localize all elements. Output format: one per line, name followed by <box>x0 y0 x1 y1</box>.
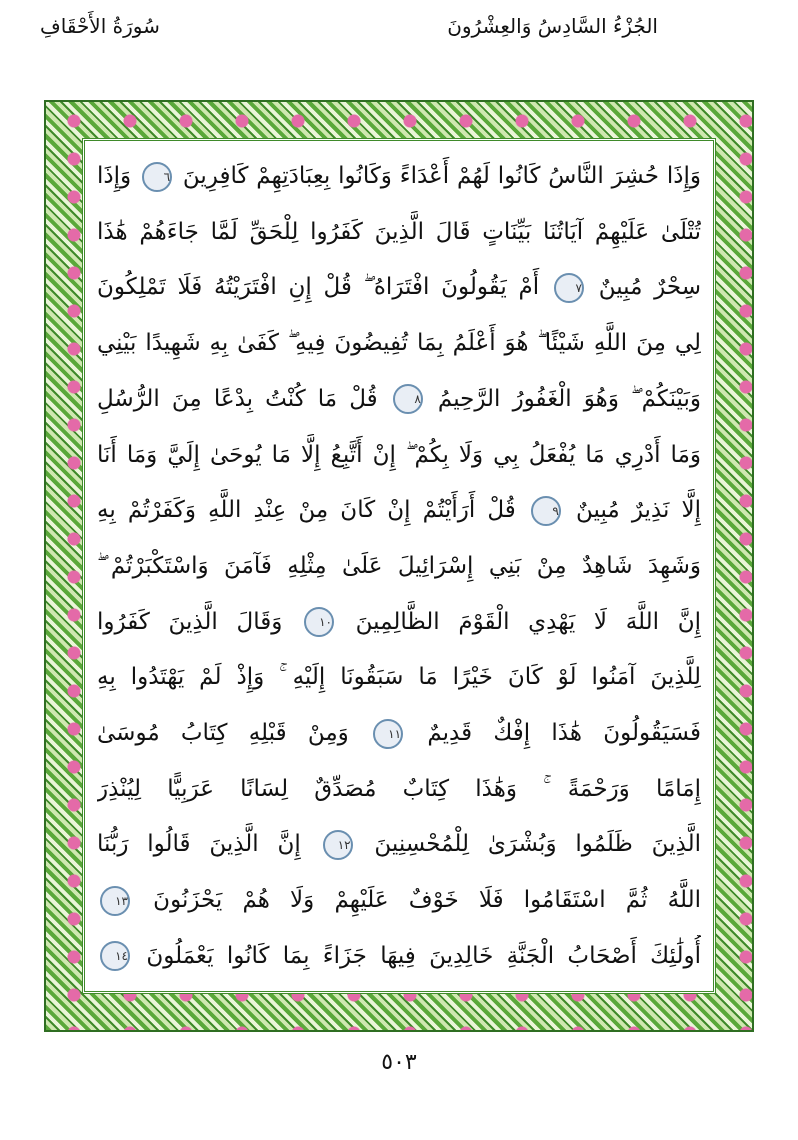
line-text: وَبَيْنَكُمْ ۖ وَهُوَ الْغَفُورُ الرَّحِيمُ <box>437 385 701 412</box>
juz-name: الجُزْءُ السَّادِسُ وَالعِشْرُونَ <box>447 14 658 38</box>
verse-line <box>97 489 701 531</box>
verse-line <box>97 879 701 921</box>
verse-line <box>97 935 701 977</box>
line-text-continued: إِنَّ الَّذِينَ قَالُوا رَبُّنَا <box>97 831 301 858</box>
verse-line <box>97 768 701 810</box>
page-number: ٥٠٣ <box>381 1050 417 1075</box>
line-text-continued: قُلْ أَرَأَيْتُمْ إِنْ كَانَ مِنْ عِنْدِ اللَّهِ وَكَفَرْتُمْ بِهِ <box>97 497 516 524</box>
surah-name: سُورَةُ الأَحْقَافِ <box>40 14 160 38</box>
verse-lines <box>97 155 701 977</box>
line-text-continued: وَمِنْ قَبْلِهِ كِتَابُ مُوسَىٰ <box>97 720 349 747</box>
line-text: إِلَّا نَذِيرٌ مُبِينٌ <box>576 497 701 524</box>
line-text: فَسَيَقُولُونَ هَٰذَا إِفْكٌ قَدِيمٌ <box>427 720 701 747</box>
ayah-number-marker: ١٠ <box>304 607 334 637</box>
line-text: لِي مِنَ اللَّهِ شَيْئًا ۖ هُوَ أَعْلَمُ بِمَا تُفِيضُونَ فِيهِ ۖ كَفَىٰ بِهِ شَهِيدًا بَيْنِي <box>97 330 701 357</box>
line-text: الَّذِينَ ظَلَمُوا وَبُشْرَىٰ لِلْمُحْسِنِينَ <box>374 831 701 858</box>
ayah-number-marker: ٨ <box>393 384 423 414</box>
verse-line <box>97 601 701 643</box>
ayah-number-marker: ٦ <box>142 162 172 192</box>
verse-line <box>97 378 701 420</box>
line-text: تُتْلَىٰ عَلَيْهِمْ آيَاتُنَا بَيِّنَاتٍ قَالَ الَّذِينَ كَفَرُوا لِلْحَقِّ لَمَّا جَاءَهُمْ هَٰذَا <box>97 218 701 245</box>
line-text: إِمَامًا وَرَحْمَةً ۚ وَهَٰذَا كِتَابٌ مُصَدِّقٌ لِسَانًا عَرَبِيًّا لِيُنْذِرَ <box>97 775 701 802</box>
ayah-number-marker: ٩ <box>531 496 561 526</box>
line-text: وَشَهِدَ شَاهِدٌ مِنْ بَنِي إِسْرَائِيلَ عَلَىٰ مِثْلِهِ فَآمَنَ وَاسْتَكْبَرْتُمْ ۖ <box>97 552 701 579</box>
line-text: وَإِذَا حُشِرَ النَّاسُ كَانُوا لَهُمْ أَعْدَاءً وَكَانُوا بِعِبَادَتِهِمْ كَافِرِينَ <box>182 163 701 189</box>
verse-line <box>97 266 701 308</box>
ayah-number-marker: ١٤ <box>100 941 130 971</box>
verse-line <box>97 322 701 364</box>
ayah-number-marker: ٧ <box>554 273 584 303</box>
verse-line <box>97 823 701 865</box>
line-text-continued: وَقَالَ الَّذِينَ كَفَرُوا <box>97 608 283 635</box>
line-text: أُولَٰئِكَ أَصْحَابُ الْجَنَّةِ خَالِدِينَ فِيهَا جَزَاءً بِمَا كَانُوا يَعْمَلُونَ <box>146 942 701 969</box>
text-frame <box>82 138 716 994</box>
line-text: اللَّهُ ثُمَّ اسْتَقَامُوا فَلَا خَوْفٌ عَلَيْهِمْ وَلَا هُمْ يَحْزَنُونَ <box>153 887 701 914</box>
line-text: سِحْرٌ مُبِينٌ <box>598 274 701 301</box>
line-text: لِلَّذِينَ آمَنُوا لَوْ كَانَ خَيْرًا مَا سَبَقُونَا إِلَيْهِ ۚ وَإِذْ لَمْ يَهْتَدُوا بِهِ <box>97 664 701 691</box>
verse-line <box>97 434 701 476</box>
verse-line <box>97 545 701 587</box>
verse-line <box>97 656 701 698</box>
ayah-number-marker: ١٣ <box>100 886 130 916</box>
verse-line <box>97 155 701 197</box>
verse-line <box>97 712 701 754</box>
ornamental-border <box>44 100 754 1032</box>
line-text-continued: أَمْ يَقُولُونَ افْتَرَاهُ ۖ قُلْ إِنِ افْتَرَيْتُهُ فَلَا تَمْلِكُونَ <box>97 274 540 301</box>
ayah-number-marker: ١٢ <box>323 830 353 860</box>
line-text-continued: قُلْ مَا كُنْتُ بِدْعًا مِنَ الرُّسُلِ <box>97 385 378 412</box>
ayah-number-marker: ١١ <box>373 719 403 749</box>
verse-line <box>97 211 701 253</box>
line-text: إِنَّ اللَّهَ لَا يَهْدِي الْقَوْمَ الظَّالِمِينَ <box>355 608 701 635</box>
line-text-continued: وَإِذَا <box>97 163 132 189</box>
line-text: وَمَا أَدْرِي مَا يُفْعَلُ بِي وَلَا بِكُمْ ۖ إِنْ أَتَّبِعُ إِلَّا مَا يُوحَىٰ إِلَيَّ وَمَا أَنَا <box>97 441 701 468</box>
